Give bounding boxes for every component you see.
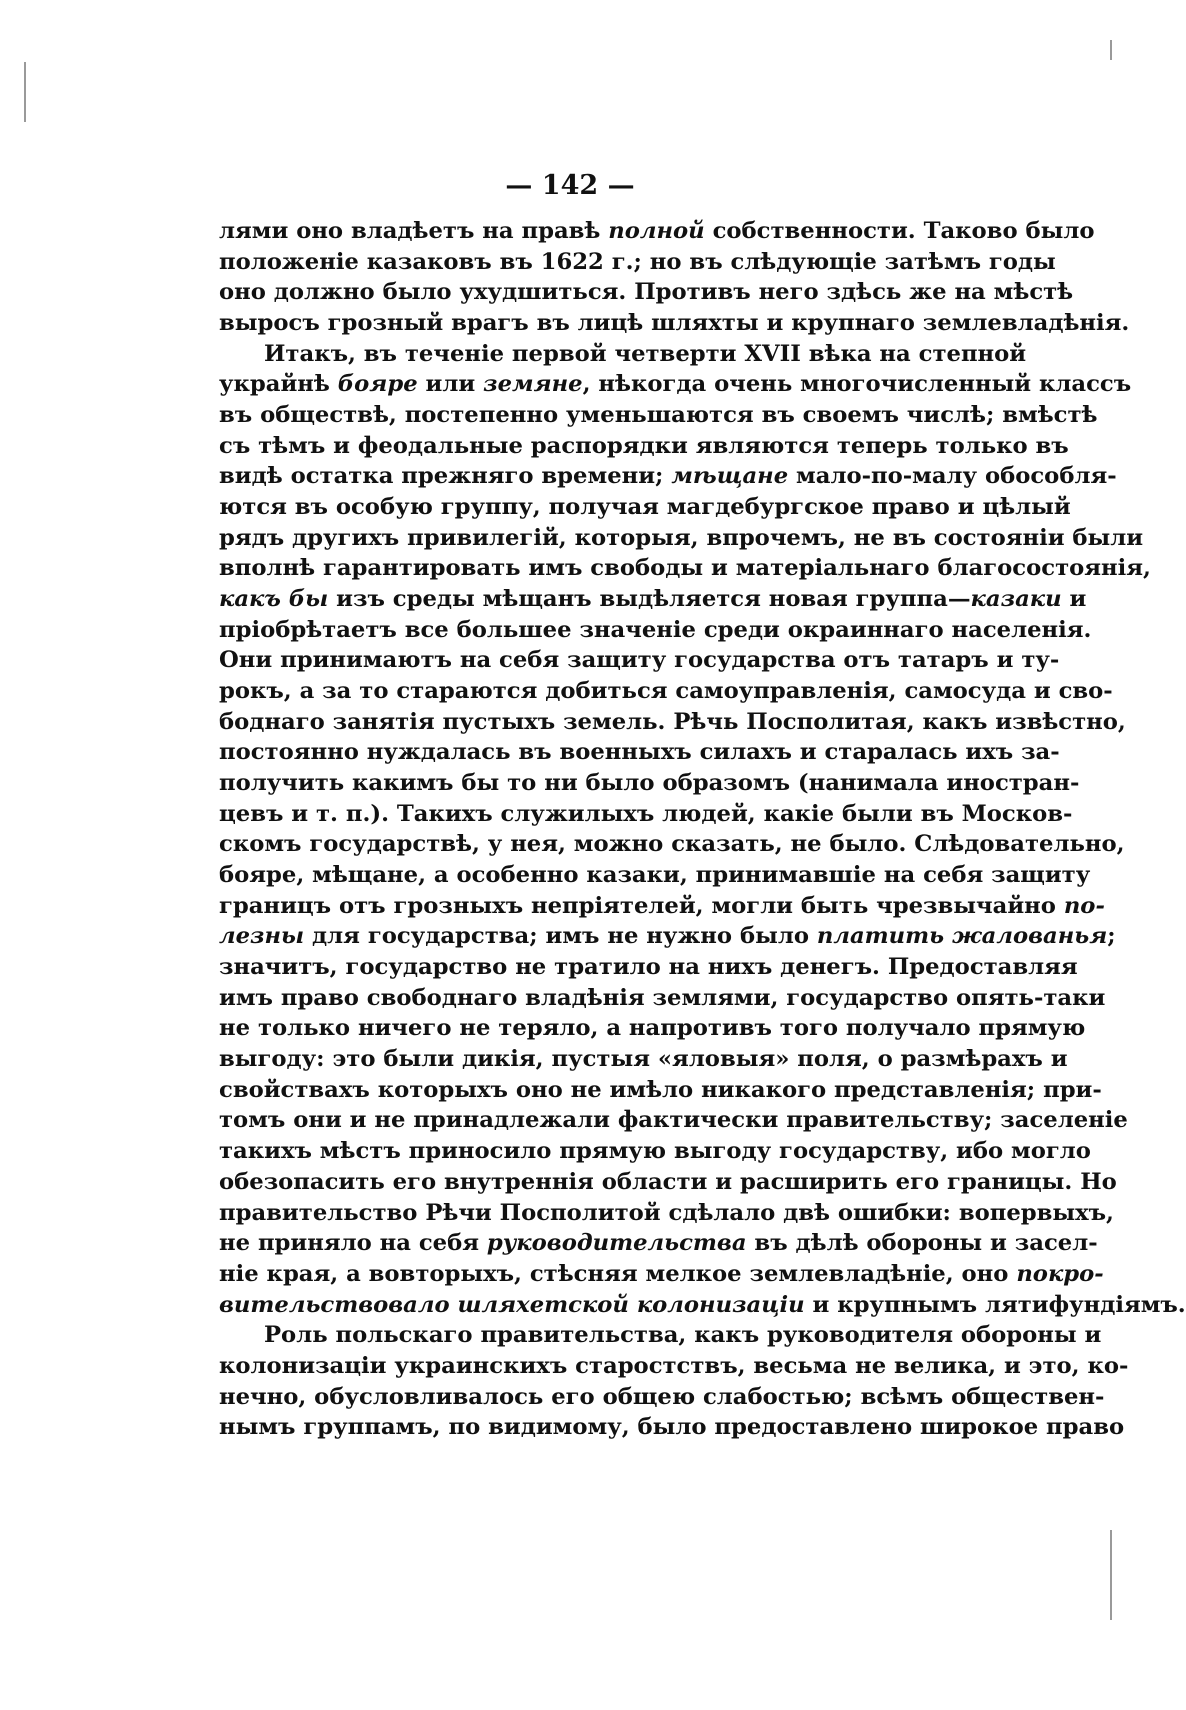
- italic-span: мѣщане: [671, 463, 789, 490]
- scan-edge-mark: [1110, 1530, 1112, 1620]
- text-line: [219, 983, 1106, 1014]
- text-span: вполнѣ гарантировать имъ свободы и матеріальнаго благосостоянія,: [219, 555, 1151, 582]
- text-span: ются въ особую группу, получая магдебургское право и цѣлый: [219, 494, 1071, 521]
- text-span: въ дѣлѣ обороны и засел-: [746, 1230, 1098, 1257]
- italic-span: бояре: [337, 371, 418, 398]
- text-span: для государства; имъ не нужно было: [304, 923, 817, 950]
- text-span: лями оно владѣетъ на правѣ: [219, 218, 609, 244]
- text-span: границъ отъ грозныхъ непріятелей, могли быть чрезвычайно: [219, 892, 1064, 919]
- text-line: [219, 216, 1095, 247]
- text-line: [219, 523, 1144, 554]
- text-line: [219, 1259, 1104, 1290]
- text-line: [219, 400, 1098, 431]
- text-span: ;: [1107, 923, 1116, 950]
- italic-span: казаки: [970, 586, 1062, 613]
- text-line: [219, 461, 1117, 492]
- italic-span: покро-: [1016, 1260, 1104, 1287]
- text-span: Они принимаютъ на себя защиту государства отъ татаръ и ту-: [219, 647, 1060, 674]
- text-line: [219, 1412, 1125, 1443]
- text-line: [219, 891, 1105, 922]
- text-span: изъ среды мѣщанъ выдѣляется новая группа—: [328, 586, 971, 613]
- text-span: рядъ другихъ привилегій, которыя, впрочемъ, не въ состояніи были: [219, 524, 1144, 551]
- text-line: [219, 737, 1060, 768]
- text-line: [219, 247, 1056, 278]
- text-span: постоянно нуждалась въ военныхъ силахъ и старалась ихъ за-: [219, 739, 1060, 766]
- text-span: видѣ остатка прежняго времени;: [219, 463, 672, 490]
- text-span: такихъ мѣстъ приносило прямую выгоду государству, ибо могло: [219, 1138, 1091, 1165]
- text-line: [219, 1136, 1091, 1167]
- text-line: [219, 1013, 1086, 1044]
- text-line: [219, 277, 1074, 308]
- text-line: [219, 553, 1151, 584]
- text-line: [219, 308, 1130, 339]
- text-span: положеніе казаковъ въ 1622 г.; но въ слѣдующіе затѣмъ годы: [219, 248, 1056, 275]
- text-line: [219, 1290, 1186, 1321]
- italic-span: лезны: [219, 923, 305, 950]
- italic-span: земяне: [483, 371, 583, 398]
- text-line: [219, 860, 1091, 891]
- text-line: [219, 1105, 1128, 1136]
- text-span: и: [1061, 586, 1087, 613]
- text-span: нечно, обусловливалось его общею слабостью; всѣмъ обществен-: [219, 1383, 1105, 1410]
- text-span: не только ничего не теряло, а напротивъ того получало прямую: [219, 1015, 1086, 1042]
- text-line: [219, 369, 1132, 400]
- text-line: [219, 768, 1080, 799]
- text-span: нымъ группамъ, по видимому, было предоставлено широкое право: [219, 1414, 1125, 1441]
- text-span: украйнѣ: [219, 371, 338, 398]
- text-line: [219, 1198, 1114, 1229]
- text-span: или: [417, 371, 484, 398]
- scan-edge-mark: [24, 62, 26, 122]
- text-line: [219, 339, 1027, 370]
- italic-span: платить жалованья: [816, 923, 1108, 950]
- text-span: въ обществѣ, постепенно уменьшаются въ своемъ числѣ; вмѣстѣ: [219, 402, 1098, 429]
- text-span: рокъ, а за то стараются добиться самоуправленія, самосуда и сво-: [219, 678, 1113, 705]
- text-line: [219, 615, 1092, 646]
- text-span: обезопасить его внутреннія области и расширить его границы. Но: [219, 1168, 1117, 1195]
- text-line: [219, 492, 1071, 523]
- text-span: и крупнымъ лятифундіямъ.: [804, 1291, 1186, 1318]
- italic-span: полной: [608, 218, 705, 244]
- text-line: [219, 1228, 1098, 1259]
- italic-span: по-: [1063, 892, 1105, 919]
- italic-span: руководительства: [486, 1230, 747, 1257]
- scan-edge-mark: [1110, 40, 1112, 60]
- text-span: Роль польскаго правительства, какъ руководителя обороны и: [264, 1322, 1102, 1349]
- text-line: [219, 829, 1125, 860]
- text-line: [219, 1075, 1102, 1106]
- text-span: выросъ грозный врагъ въ лицѣ шляхты и крупнаго землевладѣнія.: [219, 310, 1130, 337]
- text-span: свойствахъ которыхъ оно не имѣло никакого представленія; при-: [219, 1076, 1102, 1103]
- text-span: , нѣкогда очень многочисленный классъ: [582, 371, 1132, 398]
- italic-span: какъ бы: [219, 586, 329, 613]
- text-line: [219, 1320, 1102, 1351]
- text-line: [219, 1044, 1068, 1075]
- text-span: бояре, мѣщане, а особенно казаки, принимавшіе на себя защиту: [219, 862, 1091, 889]
- text-line: [219, 1167, 1117, 1198]
- text-span: колонизаціи украинскихъ старостствъ, весьма не велика, и это, ко-: [219, 1352, 1129, 1379]
- text-line: [219, 921, 1116, 952]
- text-span: ніе края, а вовторыхъ, стѣсняя мелкое землевладѣніе, оно: [219, 1260, 1017, 1287]
- text-line: [219, 431, 1069, 462]
- text-span: имъ право свободнаго владѣнія землями, государство опять-таки: [219, 984, 1106, 1011]
- text-span: пріобрѣтаетъ все большее значеніе среди окраиннаго населенія.: [219, 616, 1092, 643]
- text-line: [219, 1382, 1105, 1413]
- text-span: не приняло на себя: [219, 1230, 487, 1257]
- text-span: мало-по-малу обособля-: [788, 463, 1117, 490]
- text-line: [219, 952, 1078, 983]
- text-line: [219, 707, 1126, 738]
- text-span: получить какимъ бы то ни было образомъ (нанимала иностран-: [219, 770, 1080, 797]
- text-line: [219, 584, 1087, 615]
- text-span: скомъ государствѣ, у нея, можно сказать, не было. Слѣдовательно,: [219, 831, 1125, 858]
- text-span: боднаго занятія пустыхъ земель. Рѣчь Посполитая, какъ извѣстно,: [219, 708, 1126, 735]
- body-text: [219, 216, 1186, 1443]
- text-span: съ тѣмъ и феодальные распорядки являются теперь только въ: [219, 432, 1069, 459]
- text-span: собственности. Таково было: [704, 218, 1095, 244]
- text-span: Итакъ, въ теченіе первой четверти XVII вѣка на степной: [264, 340, 1027, 367]
- text-line: [219, 645, 1060, 676]
- text-span: оно должно было ухудшиться. Противъ него здѣсь же на мѣстѣ: [219, 279, 1074, 306]
- text-line: [219, 799, 1073, 830]
- text-span: цевъ и т. п.). Такихъ служилыхъ людей, какіе были въ Москов-: [219, 800, 1073, 827]
- text-line: [219, 676, 1113, 707]
- text-span: правительство Рѣчи Посполитой сдѣлало двѣ ошибки: вопервыхъ,: [219, 1199, 1114, 1226]
- italic-span: вительствовало шляхетской колонизаціи: [219, 1291, 805, 1318]
- text-span: выгоду: это были дикія, пустыя «яловыя» поля, о размѣрахъ и: [219, 1046, 1068, 1073]
- text-span: томъ они и не принадлежали фактически правительству; заселеніе: [219, 1107, 1128, 1134]
- page-number: — 142 —: [505, 170, 635, 201]
- text-line: [219, 1351, 1129, 1382]
- text-span: значитъ, государство не тратило на нихъ денегъ. Предоставляя: [219, 954, 1078, 981]
